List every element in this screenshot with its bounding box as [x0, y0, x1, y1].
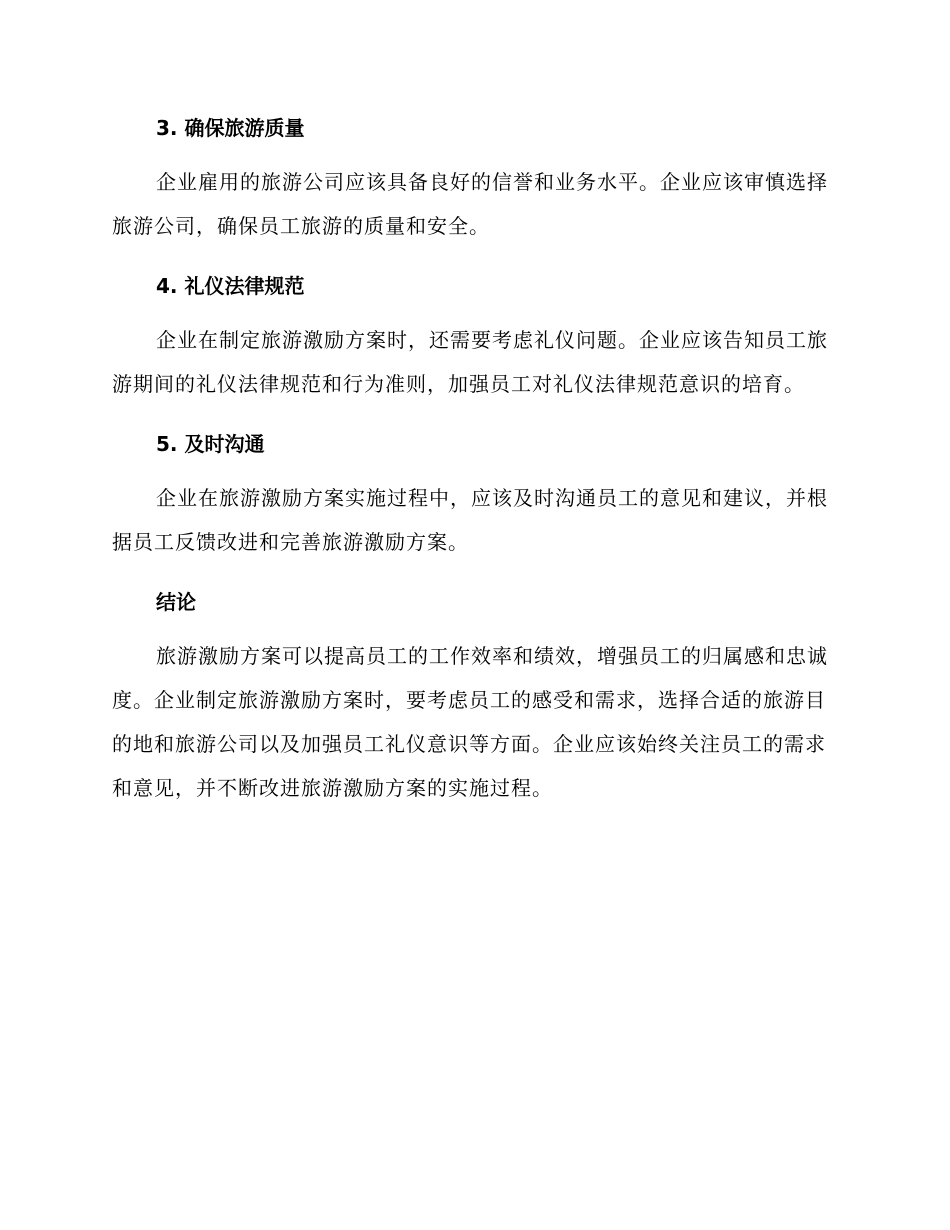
section-paragraph: 企业在旅游激励方案实施过程中，应该及时沟通员工的意见和建议，并根据员工反馈改进和完善旅游激励方案。 [112, 486, 828, 554]
section-paragraph: 企业在制定旅游激励方案时，还需要考虑礼仪问题。企业应该告知员工旅游期间的礼仪法律规范和行为准则，加强员工对礼仪法律规范意识的培育。 [112, 328, 828, 396]
section-conclusion [112, 586, 832, 810]
section-quality [112, 112, 832, 248]
section-paragraph: 企业雇用的旅游公司应该具备良好的信誉和业务水平。企业应该审慎选择旅游公司，确保员工旅游的质量和安全。 [112, 170, 828, 238]
section-etiquette [112, 270, 832, 406]
document-content [112, 112, 832, 810]
section-heading: 4. 礼仪法律规范 [156, 274, 305, 298]
section-paragraph: 旅游激励方案可以提高员工的工作效率和绩效，增强员工的归属感和忠诚度。企业制定旅游激励方案时，要考虑员工的感受和需求，选择合适的旅游目的地和旅游公司以及加强员工礼仪意识等方面。企业应该始终关注员工的需求和意见，并不断改进旅游激励方案的实施过程。 [112, 644, 828, 800]
section-heading: 3. 确保旅游质量 [156, 116, 305, 140]
section-heading: 结论 [156, 590, 196, 614]
section-heading: 5. 及时沟通 [156, 432, 265, 456]
section-communication [112, 428, 832, 564]
